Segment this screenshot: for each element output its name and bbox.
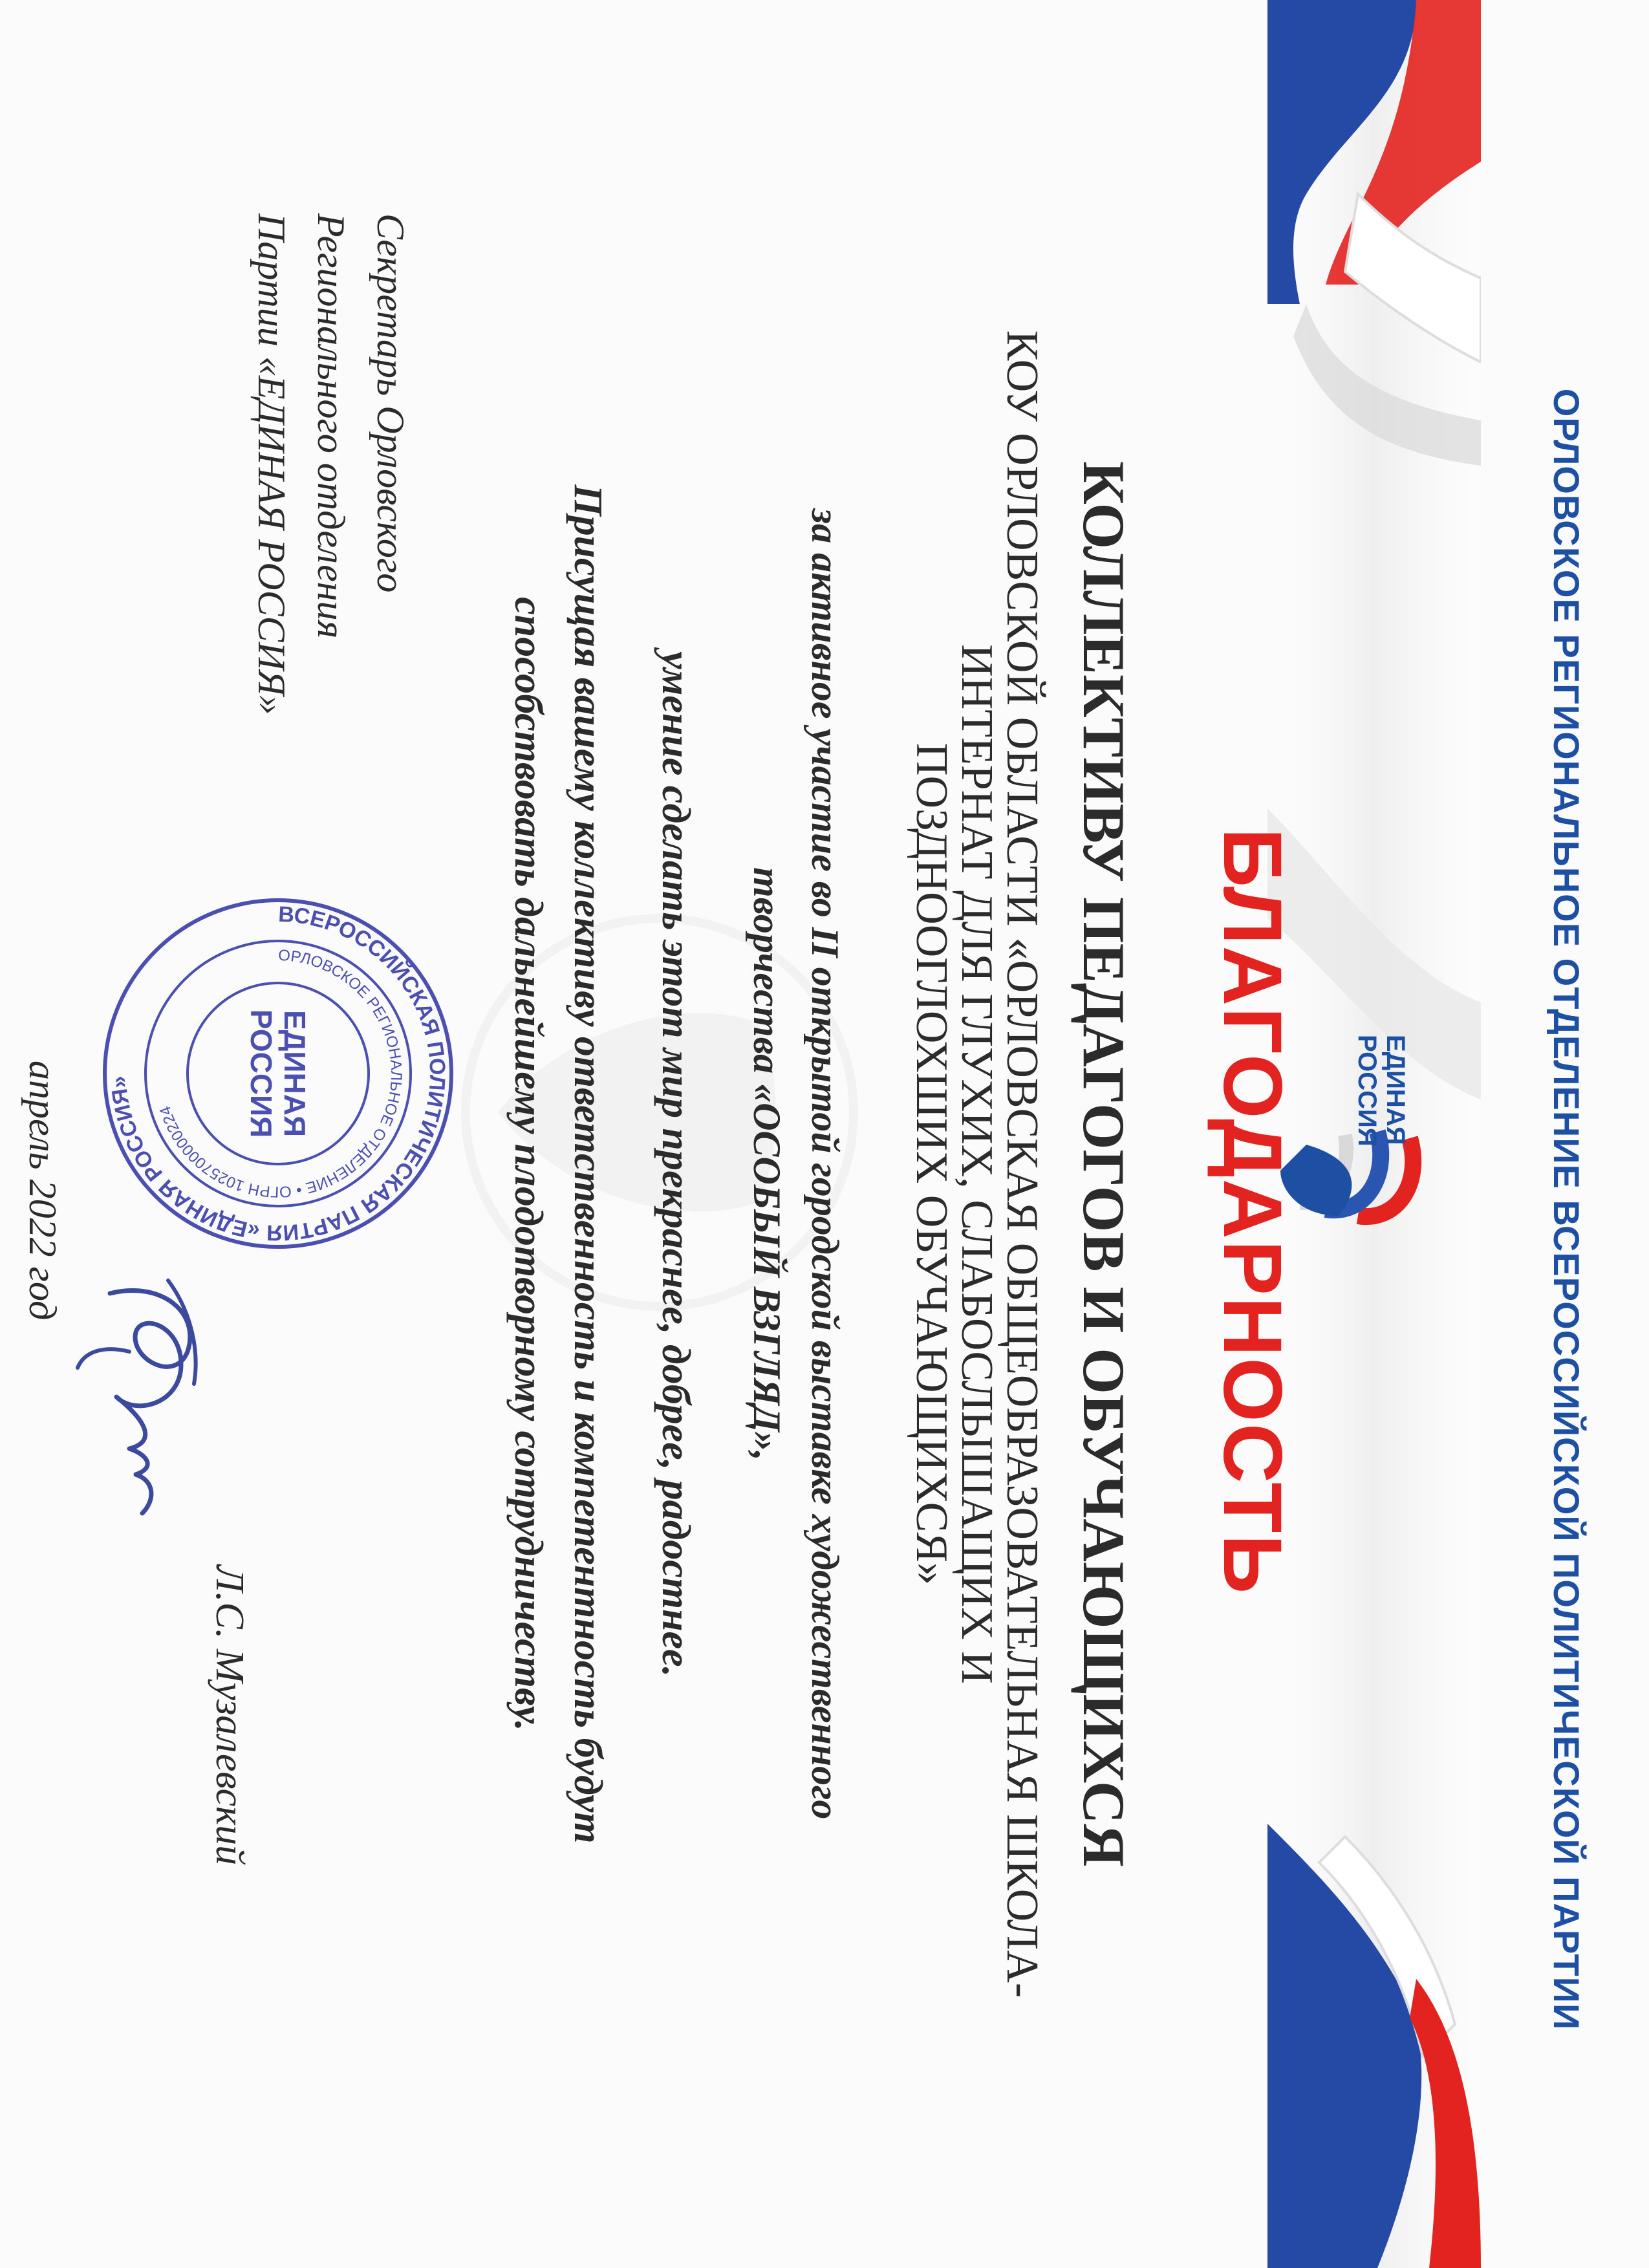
logo-wordmark [1353,1035,1410,1147]
organization-line-3: ПОЗДНООГЛОХШИХ ОБУЧАЮЩИХСЯ» [907,742,956,1586]
stamp-center-line-1: ЕДИНАЯ [278,1010,312,1138]
reason-line: за активное участие во II открытой городской выставке художественного [804,508,846,1820]
wish-line-1: Присущая вашему коллективу ответственность и компетентность будут [566,484,610,1844]
signatory-title-line-1: Секретарь Орловского [369,213,412,593]
organization-line-1: КОУ ОРЛОВСКОЙ ОБЛАСТИ «ОРЛОВСКАЯ ОБЩЕОБРАЗОВАТЕЛЬНАЯ ШКОЛА- [997,330,1047,1998]
organization-name [907,323,1047,2005]
stamp-center-line-2: РОССИЯ [244,1009,278,1138]
handwritten-signature [71,1255,226,1526]
logo-line-2: РОССИЯ [1353,1035,1381,1147]
document-date: апрель 2022 год [21,1061,64,1321]
recipient-line: КОЛЛЕКТИВУ ПЕДАГОГОВ И ОБУЧАЮЩИХСЯ [1071,461,1137,1867]
signatory-title-line-3: Партии «ЕДИНАЯ РОССИЯ» [250,213,293,715]
document-title: БЛАГОДАРНОСТЬ [1206,828,1299,1595]
wish-line-2: способствовать дальнейшему плодотворному сотрудничеству. [506,597,550,1731]
signatory-title-line-2: Регионального отделения [310,213,352,639]
organization-line-2: ИНТЕРНАТ ДЛЯ ГЛУХИХ, СЛАБОСЛЫШАЩИХ И [952,644,1002,1684]
mission-line: умение сделать этот мир прекраснее, добрее, радостнее. [654,651,698,1678]
signatory-title [242,213,420,795]
signatory-name: Л.С. Музалевский [208,1565,252,1866]
stamp-outer-text: ВСЕРОССИЙСКАЯ ПОЛИТИЧЕСКАЯ ПАРТИЯ «ЕДИНАЯ РОССИЯ» [106,902,450,1246]
organization-header: ОРЛОВСКОЕ РЕГИОНАЛЬНОЕ ОТДЕЛЕНИЕ ВСЕРОССИЙСКОЙ ПОЛИТИЧЕСКОЙ ПАРТИИ [1546,388,1587,2031]
exhibition-name-line: творчества «ОСОБЫЙ ВЗГЛЯД», [746,867,788,1461]
logo-line-1: ЕДИНАЯ [1381,1035,1410,1145]
stamp-inner-text: ОРЛОВСКОЕ РЕГИОНАЛЬНОЕ ОТДЕЛЕНИЕ • ОГРН 1025700000224 [156,946,405,1201]
official-stamp [97,892,459,1255]
wish-paragraph [499,323,618,2005]
